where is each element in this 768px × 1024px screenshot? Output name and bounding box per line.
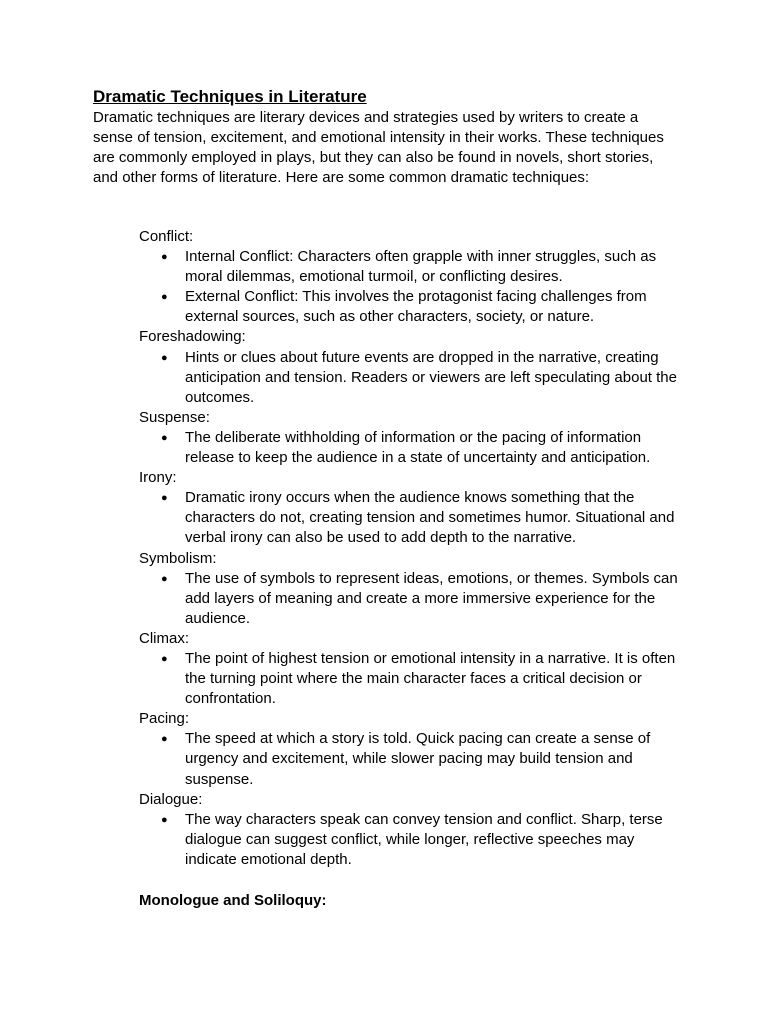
list-item — [139, 287, 684, 327]
bullet-text: The use of symbols to represent ideas, emotions, or themes. Symbols can add layers of meaning and create a more immersive experience for the audience. — [185, 569, 678, 627]
list-item — [139, 348, 684, 408]
technique-section — [139, 327, 684, 407]
technique-section — [139, 629, 684, 709]
section-heading: Foreshadowing: — [139, 328, 246, 346]
technique-sections — [139, 227, 684, 870]
section-heading: Irony: — [139, 469, 177, 487]
list-item — [139, 488, 684, 548]
bullet-list — [139, 247, 684, 327]
bullet-text: The deliberate withholding of information or the pacing of information release to keep the audience in a state of uncertainty and anticipation. — [185, 428, 651, 467]
bullet-list — [139, 569, 684, 629]
technique-section — [139, 468, 684, 548]
bullet-text: The point of highest tension or emotional intensity in a narrative. It is often the turning point where the main character faces a critical decision or confrontation. — [185, 649, 676, 708]
bullet-list — [139, 649, 684, 709]
bullet-text: Internal Conflict: Characters often grapple with inner struggles, such as moral dilemmas, emotional turmoil, or conflicting desires. — [185, 248, 657, 286]
list-item — [139, 729, 684, 789]
bullet-icon: ● — [161, 492, 168, 505]
bullet-text: External Conflict: This involves the protagonist facing challenges from external sources, such as other characters, society, or nature. — [185, 288, 647, 326]
bullet-icon: ● — [161, 351, 168, 364]
technique-section — [139, 790, 684, 870]
technique-section — [139, 709, 684, 789]
bullet-list — [139, 488, 684, 548]
bullet-icon: ● — [161, 251, 168, 264]
bullet-text: The way characters speak can convey tension and conflict. Sharp, terse dialogue can suggest conflict, while longer, reflective speeches may indicate emotional depth. — [185, 810, 663, 868]
list-item — [139, 428, 684, 468]
section-heading: Conflict: — [139, 228, 194, 245]
list-item — [139, 569, 684, 629]
section-heading-bold: Monologue and Soliloquy: — [139, 892, 327, 909]
section-heading: Symbolism: — [139, 549, 217, 567]
list-item — [139, 649, 684, 709]
bullet-icon: ● — [161, 652, 168, 665]
bullet-list — [139, 810, 684, 870]
section-heading: Pacing: — [139, 710, 190, 728]
technique-section — [139, 227, 684, 327]
bullet-list — [139, 428, 684, 468]
bullet-text: Dramatic irony occurs when the audience knows something that the characters do not, creating tension and sometimes humor. Situational and verbal irony can also be used to add depth to the narrative. — [185, 489, 675, 547]
list-item — [139, 247, 684, 287]
bullet-icon: ● — [161, 572, 168, 585]
technique-section — [139, 549, 684, 629]
document-title: Dramatic Techniques in Literature — [93, 87, 367, 106]
technique-section — [139, 408, 684, 468]
section-heading: Suspense: — [139, 408, 210, 426]
intro-paragraph: Dramatic techniques are literary devices and strategies used by writers to create a sense of tension, excitement, and emotional intensity in their works. These techniques are commonly employed in plays, but they can also be found in novels, short stories, and other forms of literature. Here are some common dramatic techniques: — [93, 109, 664, 187]
list-item — [139, 810, 684, 870]
bullet-icon: ● — [161, 431, 168, 444]
section-heading: Climax: — [139, 629, 190, 647]
bullet-icon: ● — [161, 733, 168, 746]
bullet-icon: ● — [161, 291, 168, 304]
bullet-text: Hints or clues about future events are dropped in the narrative, creating anticipation and tension. Readers or viewers are left speculating about the outcomes. — [185, 348, 677, 406]
bullet-list — [139, 348, 684, 408]
bullet-icon: ● — [161, 813, 168, 826]
bullet-list — [139, 729, 684, 789]
bullet-text: The speed at which a story is told. Quick pacing can create a sense of urgency and excitement, while slower pacing may build tension and suspense. — [185, 730, 651, 788]
section-heading: Dialogue: — [139, 790, 203, 808]
